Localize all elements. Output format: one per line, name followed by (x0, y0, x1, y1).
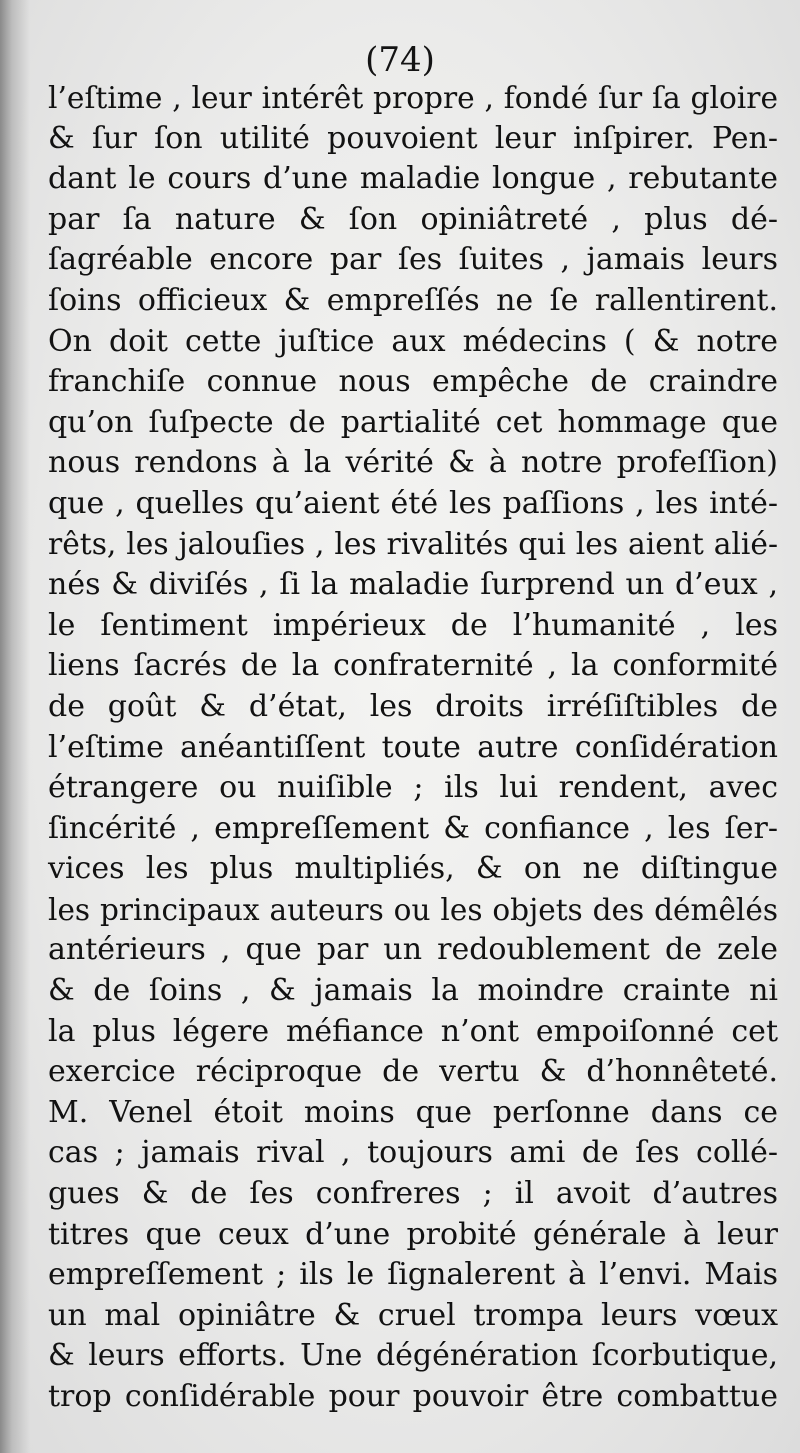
text-line: par ſa nature & ſon opiniâtreté , plus dé- (48, 201, 778, 237)
text-line: franchiſe connue nous empêche de craindre (48, 364, 778, 400)
text-line: que , quelles qu’aient été les paſſions , les inté- (48, 485, 778, 521)
text-line: exercice réciproque de vertu & d’honnêteté. (48, 1054, 778, 1090)
text-line: cas ; jamais rival , toujours ami de ſes collé- (48, 1135, 778, 1171)
text-line: ſagréable encore par ſes ſuites , jamais leurs (48, 242, 778, 278)
text-line: l’eſtime , leur intérêt propre , fondé ſur ſa gloire (48, 80, 778, 115)
text-line: ſincérité , empreſſement & confiance , les ſer- (48, 810, 778, 846)
body-text (48, 78, 778, 1418)
text-line: & leurs efforts. Une dégénération ſcorbutique, (48, 1338, 778, 1374)
text-line: liens ſacrés de la confraternité , la conformité (48, 648, 778, 684)
text-line: le ſentiment impérieux de l’humanité , les (48, 607, 778, 643)
text-line: dant le cours d’une maladie longue , rebutante (48, 161, 778, 197)
text-line: antérieurs , que par un redoublement de zele (48, 932, 778, 968)
text-line: titres que ceux d’une probité générale à leur (48, 1216, 778, 1252)
text-line: ſoins officieux & empreſſés ne ſe rallentirent. (48, 282, 778, 318)
text-line: qu’on ſuſpecte de partialité cet hommage que (48, 404, 778, 440)
text-line: gues & de ſes confreres ; il avoit d’autres (48, 1176, 778, 1212)
binding-shadow (0, 0, 30, 1453)
text-line: nous rendons à la vérité & à notre profeſſion) (48, 445, 778, 481)
text-line: un mal opiniâtre & cruel trompa leurs vœux (48, 1297, 778, 1333)
text-line: les principaux auteurs ou les objets des démêlés (48, 892, 778, 927)
text-line: nés & diviſés , ſi la maladie ſurprend un d’eux , (48, 567, 778, 603)
page-number: (74) (365, 40, 435, 80)
text-line: vices les plus multipliés, & on ne diſtingue (48, 851, 778, 887)
text-line: On doit cette juſtice aux médecins ( & notre (48, 323, 778, 359)
text-line: M. Venel étoit moins que perſonne dans ce (48, 1094, 778, 1130)
text-line: & ſur ſon utilité pouvoient leur inſpirer. Pen- (48, 120, 778, 156)
text-line: l’eſtime anéantiſſent toute autre conſidération (48, 729, 778, 765)
text-line: empreſſement ; ils le ſignalerent à l’envi. Mais (48, 1257, 778, 1293)
text-line: de goût & d’état, les droits irréſiſtibles de (48, 688, 778, 724)
text-line: trop conſidérable pour pouvoir être combattue (48, 1379, 778, 1414)
text-line: rêts, les jalouſies , les rivalités qui les aient alié- (48, 526, 778, 562)
text-line: étrangere ou nuiſible ; ils lui rendent, avec (48, 770, 778, 806)
text-line: & de ſoins , & jamais la moindre crainte ni (48, 973, 778, 1009)
text-line: la plus légere méfiance n’ont empoiſonné cet (48, 1013, 778, 1049)
